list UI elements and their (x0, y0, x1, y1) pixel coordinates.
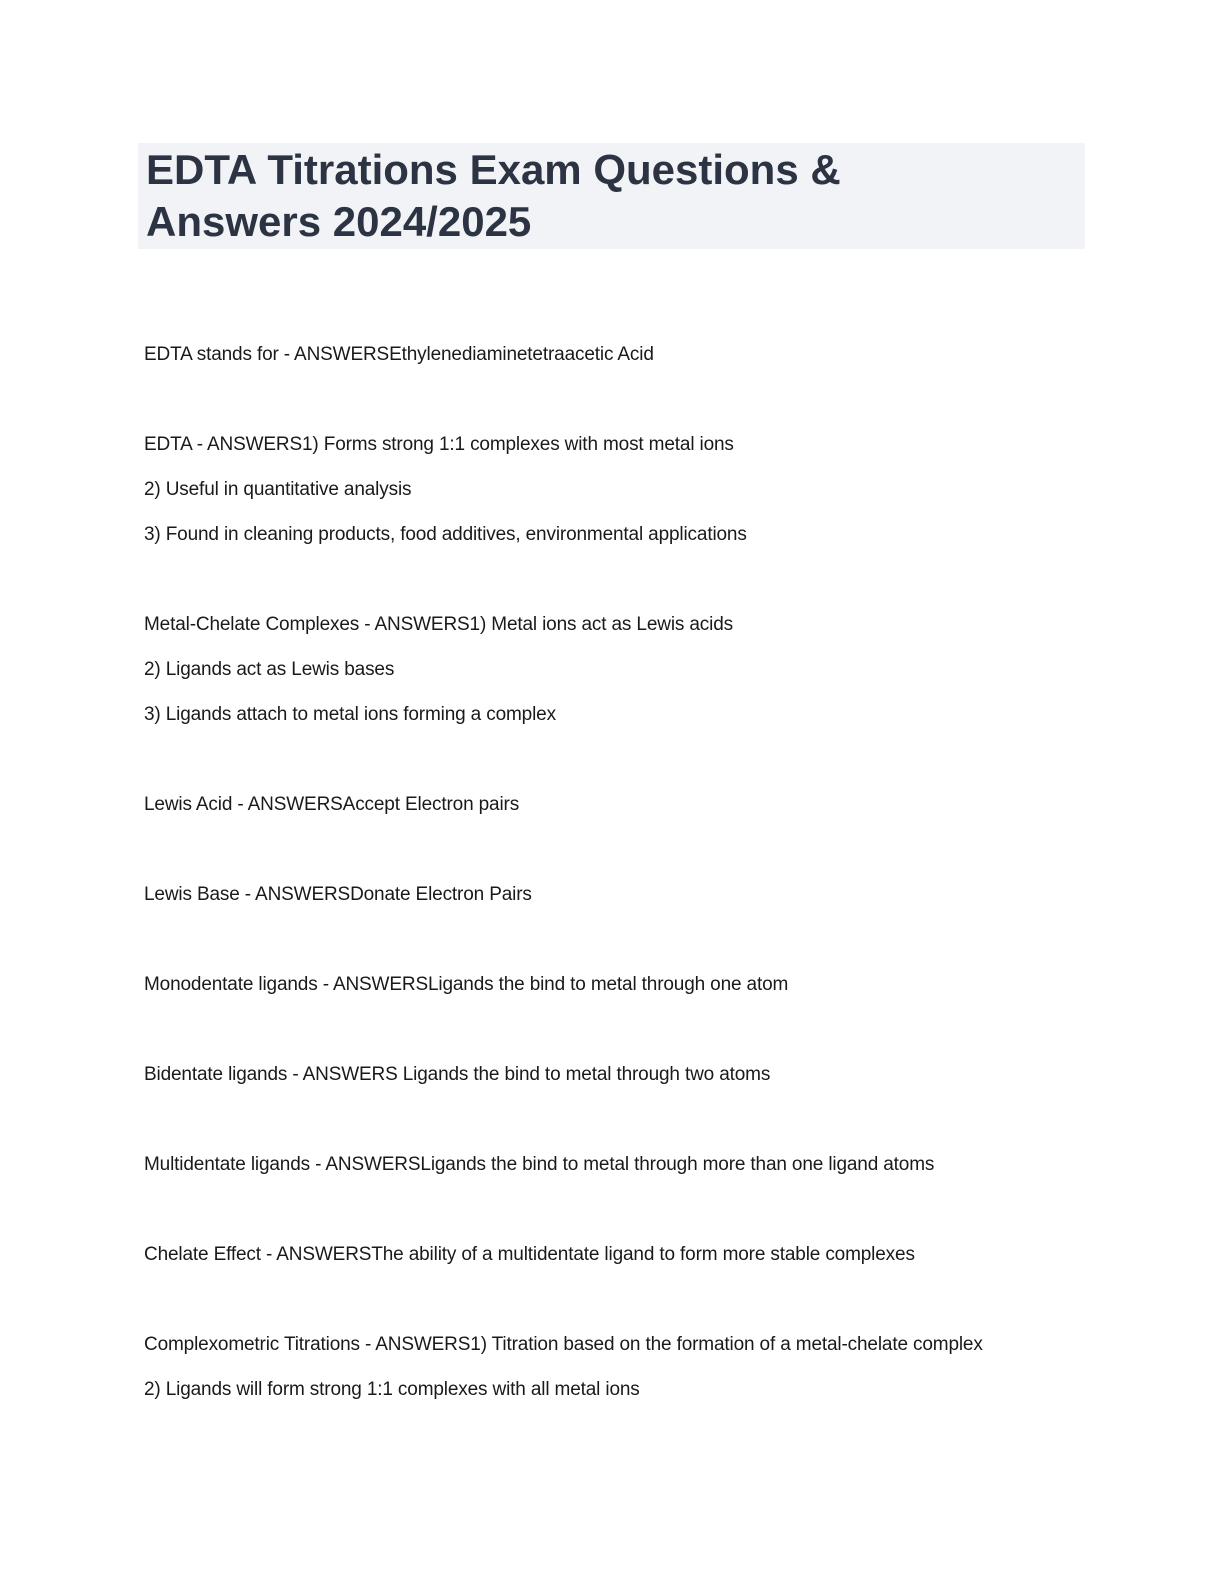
qa-line: Chelate Effect - ANSWERSThe ability of a multidentate ligand to form more stable complexes (144, 1244, 915, 1265)
qa-item (144, 332, 1094, 377)
qa-item (144, 962, 1094, 1007)
qa-item (144, 422, 1094, 557)
qa-item (144, 1322, 1094, 1412)
qa-item (144, 1232, 1094, 1277)
qa-line: Metal-Chelate Complexes - ANSWERS1) Metal ions act as Lewis acids (144, 614, 733, 635)
title-highlight-block (138, 143, 1085, 249)
page-title: EDTA Titrations Exam Questions & Answers 2024/2025 (146, 146, 841, 245)
qa-line: 3) Found in cleaning products, food additives, environmental applications (144, 524, 747, 545)
qa-line: 2) Ligands will form strong 1:1 complexes with all metal ions (144, 1379, 640, 1400)
qa-line: EDTA stands for - ANSWERSEthylenediaminetetraacetic Acid (144, 344, 654, 365)
qa-item (144, 1142, 1094, 1187)
qa-line: EDTA - ANSWERS1) Forms strong 1:1 complexes with most metal ions (144, 434, 734, 455)
qa-line: Multidentate ligands - ANSWERSLigands the bind to metal through more than one ligand atoms (144, 1154, 935, 1175)
qa-line: Lewis Acid - ANSWERSAccept Electron pairs (144, 794, 520, 815)
qa-line: 3) Ligands attach to metal ions forming a complex (144, 704, 556, 725)
qa-item (144, 1052, 1094, 1097)
qa-line: Monodentate ligands - ANSWERSLigands the bind to metal through one atom (144, 974, 789, 995)
qa-list (144, 332, 1094, 1412)
qa-line: 2) Useful in quantitative analysis (144, 479, 412, 500)
qa-item (144, 872, 1094, 917)
qa-line: Lewis Base - ANSWERSDonate Electron Pairs (144, 884, 532, 905)
qa-line: Complexometric Titrations - ANSWERS1) Titration based on the formation of a metal-chelate complex (144, 1334, 983, 1355)
qa-item (144, 602, 1094, 737)
qa-item (144, 782, 1094, 827)
qa-line: Bidentate ligands - ANSWERS Ligands the bind to metal through two atoms (144, 1064, 771, 1085)
qa-line: 2) Ligands act as Lewis bases (144, 659, 395, 680)
